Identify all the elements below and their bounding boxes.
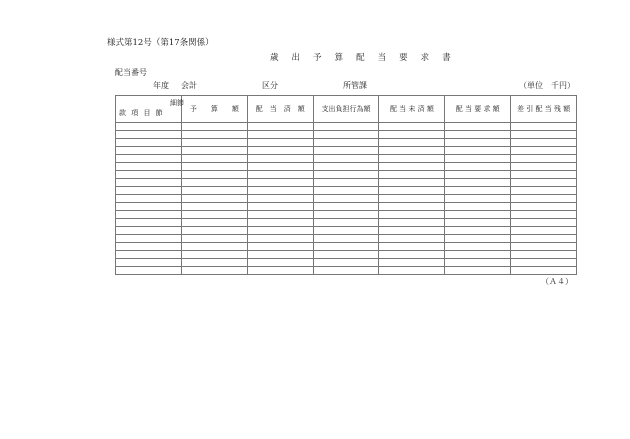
table-cell[interactable] [511,163,577,171]
table-cell[interactable] [247,195,313,203]
table-cell[interactable] [247,211,313,219]
table-row [116,131,577,139]
table-cell[interactable] [247,179,313,187]
table-cell[interactable] [116,251,182,259]
table-cell[interactable] [247,235,313,243]
table-cell[interactable] [379,123,445,131]
table-cell[interactable] [116,171,182,179]
header-budget-amount: 予 算 額 [182,96,248,123]
table-cell[interactable] [313,195,379,203]
table-cell[interactable] [511,155,577,163]
title-char: 書 [442,53,452,63]
table-row [116,171,577,179]
table-cell[interactable] [313,123,379,131]
table-cell[interactable] [116,235,182,243]
table-cell[interactable] [379,155,445,163]
header-requested-amount: 配 当 要 求 額 [445,96,511,123]
header-remaining-balance: 差 引 配 当 残 額 [511,96,577,123]
table-cell[interactable] [511,251,577,259]
table-cell[interactable] [445,195,511,203]
table-cell[interactable] [379,267,445,275]
table-row [116,195,577,203]
table-cell[interactable] [116,131,182,139]
meta-unit-label: （単位 千円） [519,81,575,90]
table-cell[interactable] [182,203,248,211]
table-cell[interactable] [511,131,577,139]
table-cell[interactable] [445,147,511,155]
table-cell[interactable] [313,251,379,259]
table-cell[interactable] [445,235,511,243]
table-cell[interactable] [313,163,379,171]
table-cell[interactable] [511,227,577,235]
table-cell[interactable] [116,139,182,147]
table-cell[interactable] [116,267,182,275]
table-cell[interactable] [116,203,182,211]
table-row [116,163,577,171]
table-cell[interactable] [379,203,445,211]
table-row [116,251,577,259]
table-cell[interactable] [445,187,511,195]
table-row [116,211,577,219]
table-cell[interactable] [445,163,511,171]
table-cell[interactable] [182,179,248,187]
table-cell[interactable] [511,179,577,187]
table-cell[interactable] [182,171,248,179]
table-cell[interactable] [247,219,313,227]
table-cell[interactable] [247,259,313,267]
table-cell[interactable] [247,163,313,171]
table-cell[interactable] [379,187,445,195]
table-cell[interactable] [247,203,313,211]
table-cell[interactable] [247,227,313,235]
title-char: 歳 [270,53,280,63]
table-cell[interactable] [379,219,445,227]
table-cell[interactable] [511,259,577,267]
table-cell[interactable] [116,227,182,235]
table-cell[interactable] [313,243,379,251]
table-cell[interactable] [313,227,379,235]
table-cell[interactable] [445,227,511,235]
table-cell[interactable] [116,243,182,251]
table-cell[interactable] [247,187,313,195]
table-cell[interactable] [511,187,577,195]
table-cell[interactable] [182,187,248,195]
table-cell[interactable] [379,227,445,235]
table-cell[interactable] [182,227,248,235]
table-body [116,123,577,275]
title-char: 当 [377,53,388,63]
table-cell[interactable] [247,123,313,131]
table-cell[interactable] [182,123,248,131]
table-cell[interactable] [445,251,511,259]
table-cell[interactable] [511,195,577,203]
table-cell[interactable] [445,211,511,219]
table-cell[interactable] [116,187,182,195]
table-cell[interactable] [313,155,379,163]
table-cell[interactable] [182,155,248,163]
table-row [116,155,577,163]
table-cell[interactable] [511,139,577,147]
table-cell[interactable] [313,219,379,227]
form-number: 様式第12号（第17条関係） [107,38,214,48]
table-row [116,259,577,267]
table-row [116,139,577,147]
table-cell[interactable] [511,243,577,251]
table-cell[interactable] [379,139,445,147]
table-cell[interactable] [445,123,511,131]
table-cell[interactable] [182,243,248,251]
table-cell[interactable] [445,267,511,275]
table-row [116,267,577,275]
table-row [116,219,577,227]
table-cell[interactable] [182,267,248,275]
title-char: 求 [420,53,431,63]
table-cell[interactable] [511,171,577,179]
table-cell[interactable] [445,171,511,179]
title-char: 配 [356,53,366,63]
table-cell[interactable] [379,131,445,139]
header-account-item [116,96,182,123]
table-cell[interactable] [313,171,379,179]
table-row [116,227,577,235]
table-cell[interactable] [182,211,248,219]
table-cell[interactable] [313,131,379,139]
table-cell[interactable] [379,211,445,219]
table-cell[interactable] [379,251,445,259]
table-cell[interactable] [379,163,445,171]
title-char: 算 [334,53,345,63]
table-cell[interactable] [511,147,577,155]
table-cell[interactable] [247,251,313,259]
table-cell[interactable] [247,243,313,251]
table-row [116,123,577,131]
table-cell[interactable] [182,251,248,259]
table-cell[interactable] [445,259,511,267]
table-row [116,147,577,155]
table-cell[interactable] [379,147,445,155]
table-row [116,243,577,251]
table-cell[interactable] [182,235,248,243]
table-cell[interactable] [313,267,379,275]
table-cell[interactable] [116,195,182,203]
table-cell[interactable] [379,243,445,251]
table-cell[interactable] [116,219,182,227]
table-row [116,235,577,243]
table-cell[interactable] [379,179,445,187]
table-cell[interactable] [182,131,248,139]
table-cell[interactable] [313,179,379,187]
table-cell[interactable] [445,243,511,251]
table-cell[interactable] [379,235,445,243]
table-cell[interactable] [247,131,313,139]
meta-department-label: 所管課 [343,81,367,90]
header-subsection-label: 細節 [170,99,184,107]
table-cell[interactable] [445,139,511,147]
table-cell[interactable] [445,179,511,187]
paper-size-label: （Ａ４） [541,277,573,286]
table-cell[interactable] [313,235,379,243]
table-cell[interactable] [116,147,182,155]
table-cell[interactable] [511,267,577,275]
table-cell[interactable] [511,211,577,219]
title-char: 要 [399,53,409,63]
table-cell[interactable] [247,139,313,147]
table-cell[interactable] [313,187,379,195]
table-header-row [116,96,577,123]
table-cell[interactable] [379,259,445,267]
table-cell[interactable] [116,123,182,131]
table-cell[interactable] [511,235,577,243]
table-cell[interactable] [313,211,379,219]
table-cell[interactable] [247,171,313,179]
table-cell[interactable] [313,203,379,211]
header-allocated-amount: 配 当 済 額 [247,96,313,123]
table-cell[interactable] [116,179,182,187]
table-cell[interactable] [116,155,182,163]
table-cell[interactable] [379,195,445,203]
table-cell[interactable] [182,163,248,171]
table-cell[interactable] [182,219,248,227]
table-row [116,187,577,195]
table-cell[interactable] [116,211,182,219]
table-cell[interactable] [445,155,511,163]
table-cell[interactable] [313,147,379,155]
meta-account-label: 会計 [181,81,197,90]
table-cell[interactable] [445,219,511,227]
header-expenditure-commitment: 支出負担行為額 [313,96,379,123]
table-row [116,203,577,211]
table-cell[interactable] [247,147,313,155]
meta-section-label: 区分 [262,81,278,90]
table-cell[interactable] [182,195,248,203]
table-cell[interactable] [182,147,248,155]
table-cell[interactable] [116,163,182,171]
header-account-item-label: 款 項 目 節 [119,109,165,117]
table-row [116,179,577,187]
title-char: 予 [313,53,323,63]
table-cell[interactable] [247,155,313,163]
table-cell[interactable] [313,139,379,147]
table-cell[interactable] [379,171,445,179]
header-unallocated-amount: 配 当 未 済 額 [379,96,445,123]
meta-year-label: 年度 [153,81,169,90]
table-cell[interactable] [445,203,511,211]
table-cell[interactable] [445,131,511,139]
table-cell[interactable] [247,267,313,275]
budget-allocation-table [115,95,577,275]
document-title [270,51,464,63]
table-cell[interactable] [182,139,248,147]
allocation-number-label: 配当番号 [115,68,147,77]
table-cell[interactable] [511,123,577,131]
table-cell[interactable] [511,203,577,211]
table-cell[interactable] [182,259,248,267]
title-char: 出 [291,53,302,63]
table-cell[interactable] [313,259,379,267]
table-cell[interactable] [511,219,577,227]
table-cell[interactable] [116,259,182,267]
